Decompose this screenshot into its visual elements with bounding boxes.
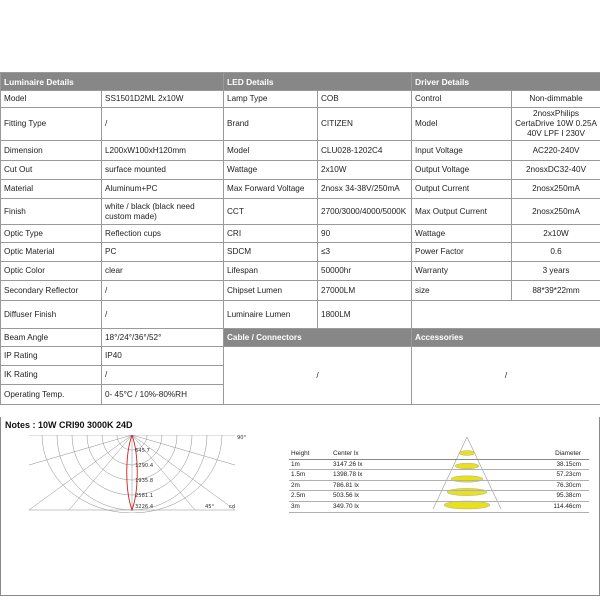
luminaire-label: Secondary Reflector xyxy=(1,281,102,301)
spec-row xyxy=(1,225,600,243)
luminaire-value: / xyxy=(102,301,224,329)
beam-diameter: 76.30cm xyxy=(556,481,581,489)
luminaire-label: Beam Angle xyxy=(1,329,102,347)
ring-label-2: 1290.4 xyxy=(135,463,154,469)
ring-label-4: 2581.1 xyxy=(135,493,154,499)
beam-data-table xyxy=(289,449,589,513)
spec-row xyxy=(1,301,600,329)
driver-value: 3 years xyxy=(512,262,600,281)
luminaire-label: Operating Temp. xyxy=(1,385,102,405)
unit-label: cd xyxy=(229,504,236,510)
luminaire-value: PC xyxy=(102,243,224,262)
driver-label: Power Factor xyxy=(412,243,512,262)
accessories-value: / xyxy=(412,347,600,405)
spec-row xyxy=(1,281,600,301)
beam-table-header xyxy=(289,449,589,460)
beam-height: 1m xyxy=(291,460,300,468)
beam-table-row xyxy=(289,460,589,471)
beam-height: 2.5m xyxy=(291,492,306,500)
led-label: CRI xyxy=(224,225,318,243)
driver-value: 2x10W xyxy=(512,225,600,243)
led-label: Lamp Type xyxy=(224,91,318,108)
led-value: CLU028-1202C4 xyxy=(318,141,412,161)
led-value: COB xyxy=(318,91,412,108)
beam-center-lux: 786.81 lx xyxy=(333,481,359,489)
led-label: Chipset Lumen xyxy=(224,281,318,301)
luminaire-value: 0- 45°C / 10%-80%RH xyxy=(102,385,224,405)
beam-table-row xyxy=(289,502,589,513)
driver-value: 2nosx250mA xyxy=(512,199,600,225)
driver-label: Wattage xyxy=(412,225,512,243)
polar-grid xyxy=(29,435,235,513)
header-height: Height xyxy=(291,450,310,457)
led-label: Model xyxy=(224,141,318,161)
beam-table-row xyxy=(289,470,589,481)
luminaire-value: IP40 xyxy=(102,347,224,366)
luminaire-label: Diffuser Finish xyxy=(1,301,102,329)
beam-height: 1.5m xyxy=(291,471,306,479)
luminaire-label: Cut Out xyxy=(1,161,102,180)
section-driver-details: Driver Details xyxy=(412,73,600,91)
driver-value: AC220-240V xyxy=(512,141,600,161)
led-value: 2nosx 34-38V/250mA xyxy=(318,180,412,199)
notes-title: Notes : 10W CRI90 3000K 24D xyxy=(5,420,133,430)
spec-row xyxy=(1,199,600,225)
section-led-details: LED Details xyxy=(224,73,412,91)
section-accessories: Accessories xyxy=(412,329,600,347)
luminaire-value: / xyxy=(102,281,224,301)
led-label: CCT xyxy=(224,199,318,225)
beam-diameter: 95.38cm xyxy=(556,492,581,500)
spec-row xyxy=(1,347,600,366)
luminaire-label: Optic Material xyxy=(1,243,102,262)
driver-value: Non-dimmable xyxy=(512,91,600,108)
driver-label: Output Voltage xyxy=(412,161,512,180)
luminaire-label: Optic Color xyxy=(1,262,102,281)
spec-row xyxy=(1,141,600,161)
spec-table xyxy=(0,72,600,405)
spec-row xyxy=(1,161,600,180)
led-value: 27000LM xyxy=(318,281,412,301)
beam-table-row xyxy=(289,481,589,492)
beam-diameter: 114.46cm xyxy=(553,502,581,510)
beam-diameter: 38.15cm xyxy=(556,460,581,468)
driver-label: Max Output Current xyxy=(412,199,512,225)
beam-center-lux: 503.56 lx xyxy=(333,492,359,500)
luminaire-value: / xyxy=(102,366,224,385)
angle-label-bottom: 45° xyxy=(205,504,215,510)
beam-center-lux: 349.70 lx xyxy=(333,502,359,510)
header-diameter: Diameter xyxy=(555,450,581,457)
spec-row xyxy=(1,329,600,347)
section-cable-connectors: Cable / Connectors xyxy=(224,329,412,347)
led-value: ≤3 xyxy=(318,243,412,262)
luminaire-value: / xyxy=(102,108,224,141)
led-value: 1800LM xyxy=(318,301,412,329)
driver-value: 0.6 xyxy=(512,243,600,262)
led-label: Brand xyxy=(224,108,318,141)
luminaire-label: Dimension xyxy=(1,141,102,161)
luminaire-value: L200xW100xH120mm xyxy=(102,141,224,161)
spec-row xyxy=(1,91,600,108)
luminaire-value: surface mounted xyxy=(102,161,224,180)
spec-row xyxy=(1,262,600,281)
luminaire-label: Fitting Type xyxy=(1,108,102,141)
led-value: 50000hr xyxy=(318,262,412,281)
beam-table-row xyxy=(289,491,589,502)
driver-label: Output Current xyxy=(412,180,512,199)
beam-height: 3m xyxy=(291,502,300,510)
angle-label-top: 90° xyxy=(237,435,247,441)
led-label: Wattage xyxy=(224,161,318,180)
ring-label-5: 3226.4 xyxy=(135,504,154,510)
driver-label: Control xyxy=(412,91,512,108)
driver-label: Model xyxy=(412,108,512,141)
led-label: SDCM xyxy=(224,243,318,262)
luminaire-label: Optic Type xyxy=(1,225,102,243)
polar-distribution-chart xyxy=(29,435,261,513)
beam-height: 2m xyxy=(291,481,300,489)
luminaire-label: Finish xyxy=(1,199,102,225)
spec-row xyxy=(1,180,600,199)
led-label: Lifespan xyxy=(224,262,318,281)
led-value: 2x10W xyxy=(318,161,412,180)
luminaire-label: Model xyxy=(1,91,102,108)
driver-value: 2nosx250mA xyxy=(512,180,600,199)
beam-diameter: 57.23cm xyxy=(556,471,581,479)
driver-value: 2nosxPhilips CertaDrive 10W 0.25A 40V LPF I 230V xyxy=(512,108,600,141)
luminaire-value: clear xyxy=(102,262,224,281)
driver-empty-cell xyxy=(412,301,600,329)
led-value: 90 xyxy=(318,225,412,243)
luminaire-value: white / black (black need custom made) xyxy=(102,199,224,225)
luminaire-value: SS1501D2ML 2x10W xyxy=(102,91,224,108)
driver-label: size xyxy=(412,281,512,301)
luminaire-value: Reflection cups xyxy=(102,225,224,243)
driver-value: 88*39*22mm xyxy=(512,281,600,301)
luminaire-label: Material xyxy=(1,180,102,199)
driver-value: 2nosxDC32-40V xyxy=(512,161,600,180)
driver-label: Warranty xyxy=(412,262,512,281)
spec-row xyxy=(1,108,600,141)
luminaire-label: IP Rating xyxy=(1,347,102,366)
ring-label-3: 1935.8 xyxy=(135,478,154,484)
spec-row xyxy=(1,243,600,262)
beam-center-lux: 3147.26 lx xyxy=(333,460,363,468)
header-center-lux: Center lx xyxy=(333,450,359,457)
driver-label: Input Voltage xyxy=(412,141,512,161)
led-label: Luminaire Lumen xyxy=(224,301,318,329)
beam-center-lux: 1398.78 lx xyxy=(333,471,363,479)
led-label: Max Forward Voltage xyxy=(224,180,318,199)
led-value: 2700/3000/4000/5000K xyxy=(318,199,412,225)
luminaire-value: 18°/24°/36°/52° xyxy=(102,329,224,347)
cable-connectors-value: / xyxy=(224,347,412,405)
section-luminaire-details: Luminaire Details xyxy=(1,73,224,91)
luminaire-label: IK Rating xyxy=(1,366,102,385)
notes-panel xyxy=(0,417,600,596)
led-value: CITIZEN xyxy=(318,108,412,141)
ring-label-1: 645.7 xyxy=(135,448,150,454)
luminaire-value: Aluminum+PC xyxy=(102,180,224,199)
